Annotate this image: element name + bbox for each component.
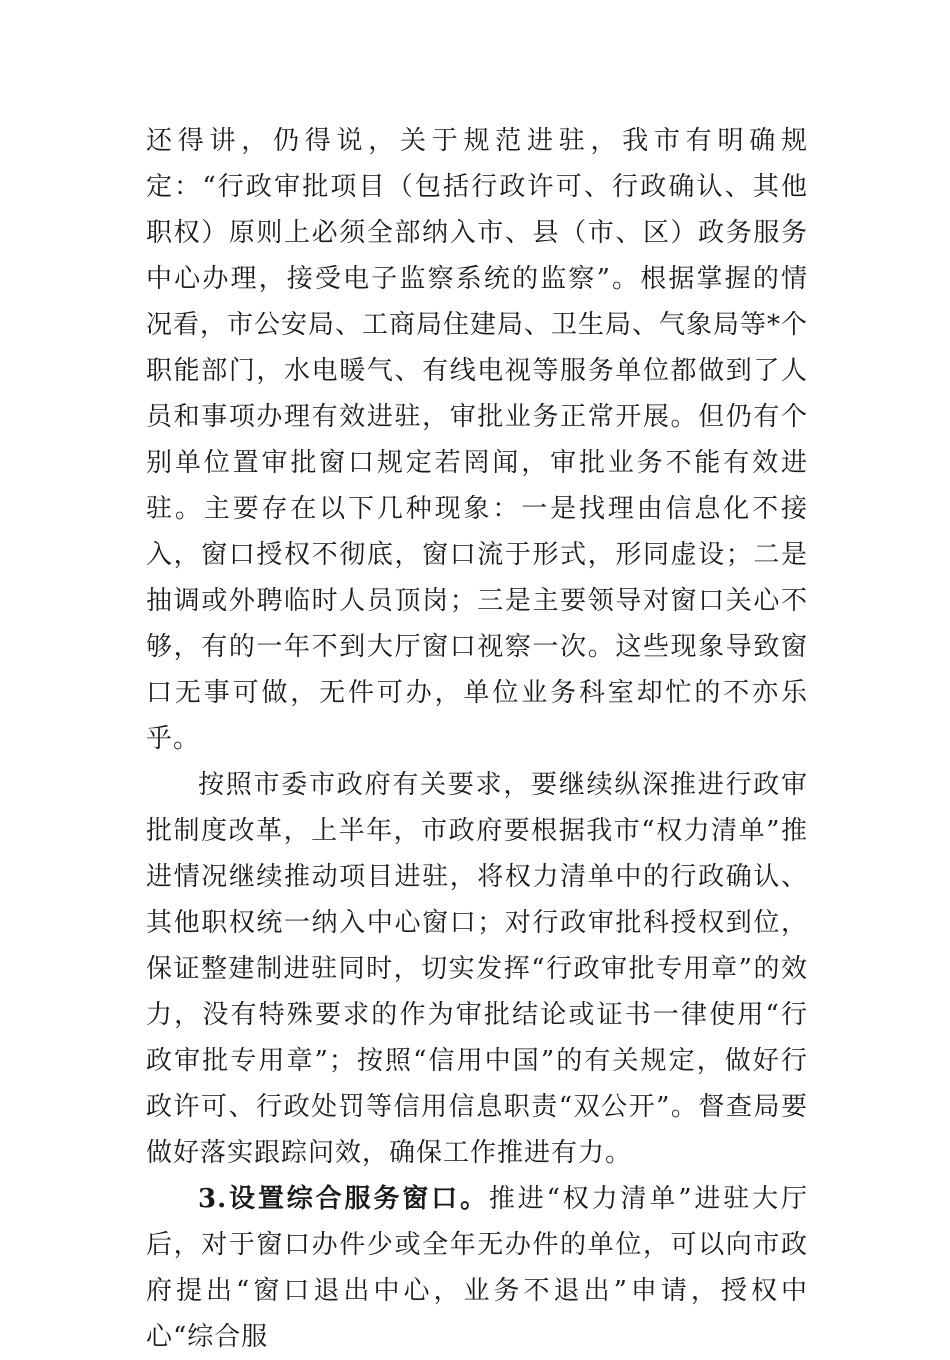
paragraph-1-text: 还得讲，仍得说，关于规范进驻，我市有明确规定：“行政审批项目（包括行政许可、行政确认、其他职权）原则上必须全部纳入市、县（市、区）政务服务中心办理，接受电子监察系统的监察”。根据掌握的情况看，市公安局、工商局住建局、卫生局、气象局等*个职能部门，水电暖气、有线电视等服务单位都做到了人员和事项办理有效进驻，审批业务正常开展。但仍有个别单位置审批窗口规定若罔闻，审批业务不能有效进驻。主要存在以下几种现象：一是找理由信息化不接入，窗口授权不彻底，窗口流于形式，形同虚设；二是抽调或外聘临时人员顶岗；三是主要领导对窗口关心不够，有的一年不到大厅窗口视察一次。这些现象导致窗口无事可做，无件可办，单位业务科室却忙的不亦乐乎。 [146,126,809,754]
paragraph-2 [146,762,808,1176]
paragraph-1 [146,118,808,762]
paragraph-3-text: 推进“权力清单”进驻大厅后，对于窗口办件少或全年无办件的单位，可以向市政府提出“窗口退出中心，业务不退出”申请，授权中心“综合服 [146,1184,808,1352]
section-heading: 3.设置综合服务窗口。 [198,1184,489,1214]
paragraph-2-text: 按照市委市政府有关要求，要继续纵深推进行政审批制度改革，上半年，市政府要根据我市“权力清单”推进情况继续推动项目进驻，将权力清单中的行政确认、其他职权统一纳入中心窗口；对行政审批科授权到位，保证整建制进驻同时，切实发挥“行政审批专用章”的效力，没有特殊要求的作为审批结论或证书一律使用“行政审批专用章”；按照“信用中国”的有关规定，做好行政许可、行政处罚等信用信息职责“双公开”。督查局要做好落实跟踪问效，确保工作推进有力。 [146,770,808,1168]
paragraph-3 [146,1176,808,1360]
document-body [146,118,808,1360]
